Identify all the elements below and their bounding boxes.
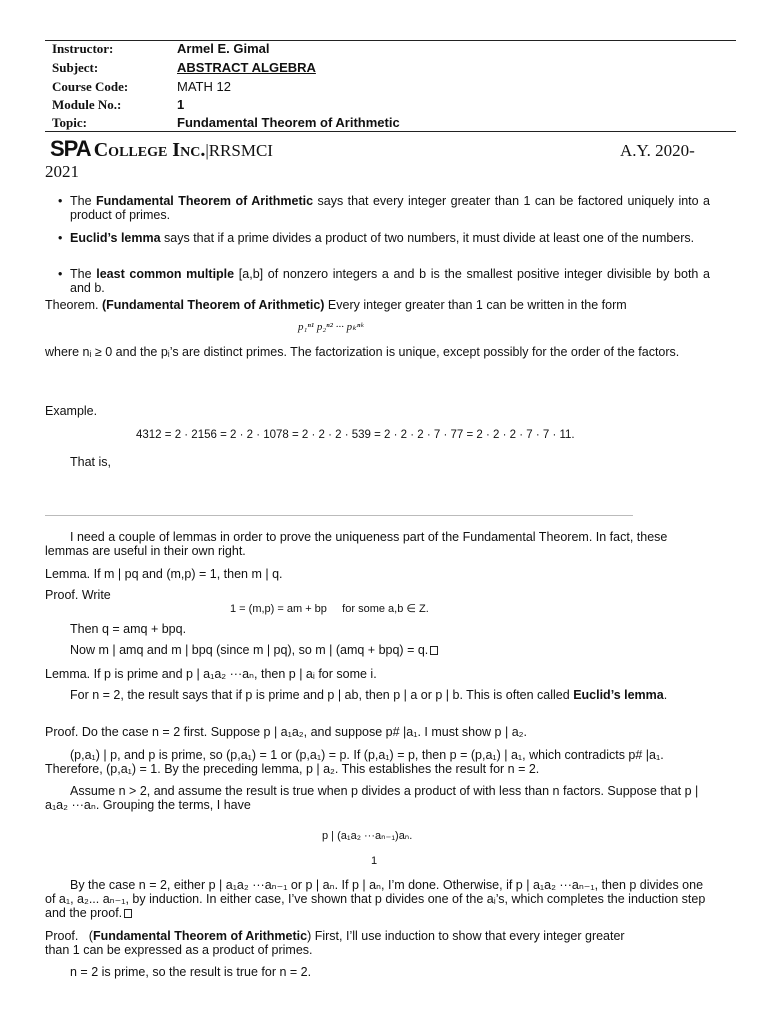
header-top-rule <box>45 40 736 41</box>
topic-label: Topic: <box>52 115 87 130</box>
instructor-value: Armel E. Gimal <box>177 41 270 56</box>
module-value: 1 <box>177 97 185 112</box>
bullet-bold: Fundamental Theorem of Arithmetic <box>96 194 314 208</box>
subject-label: Subject: <box>52 60 99 75</box>
course-code-label: Course Code: <box>52 79 129 94</box>
bycase-paragraph <box>45 878 710 920</box>
proof3-text: ) First, I’ll use induction to show that every integer greater than 1 can be expressed as a product of primes. <box>45 929 625 957</box>
header-bottom-rule <box>45 131 736 132</box>
gcd-equation: 1 = (m,p) = am + bp for some a,b ∈ Z. <box>230 603 429 615</box>
proof3-paragraph <box>45 929 645 957</box>
euclid-lemma-bold: Euclid’s lemma <box>573 688 664 702</box>
subject-value: ABSTRACT ALGEBRA <box>177 60 316 75</box>
bycase-text: By the case n = 2, either p | a₁a₂ ···aₙ₋₁ or p | aₙ. If p | aₙ, I’m done. Otherwise, if p | a₁a₂ ···aₙ₋₁, then p divides one of a₁, a₂... aₙ₋₁, by induction. In either case, I’ve shown that p divides one of the aᵢ’s, which completes the induction step and the proof. <box>45 878 706 920</box>
bullet-dot: • <box>58 267 63 281</box>
theorem-prefix: Theorem. <box>45 298 102 312</box>
bullet-lcm <box>70 267 710 295</box>
grouping-equation: p | (a₁a₂ ···aₙ₋₁)aₙ. <box>322 830 413 842</box>
qed-square-icon <box>430 646 438 655</box>
section-divider <box>45 515 633 516</box>
bullet-text: says that if a prime divides a product of two numbers, it must divide at least one of the numbers. <box>160 231 695 245</box>
bullet-bold: least common multiple <box>96 267 235 281</box>
theorem-name: (Fundamental Theorem of Arithmetic) <box>101 298 325 312</box>
then-q: Then q = amq + bpq. <box>70 622 187 636</box>
that-is: That is, <box>70 455 111 469</box>
academic-year: A.Y. 2020- <box>620 141 695 160</box>
topic-value: Fundamental Theorem of Arithmetic <box>177 115 400 130</box>
college-name: College Inc. <box>93 139 206 161</box>
lemma-intro-text: I need a couple of lemmas in order to prove the uniqueness part of the Fundamental Theorem. In fact, these lemmas are useful in their own right. <box>45 530 668 558</box>
proof-write: Proof. Write <box>45 588 111 602</box>
pa1-text: (p,a₁) | p, and p is prime, so (p,a₁) = 1 or (p,a₁) = p. If (p,a₁) = p, then p = (p,a₁) | a₁, which contradicts p# |a₁. Therefore, (p,a₁) = 1. By the preceding lemma, p | a₂. This establishes the result for n = 2. <box>45 748 664 776</box>
example-label: Example. <box>45 404 98 418</box>
example-equation: 4312 = 2 · 2156 = 2 · 2 · 1078 = 2 · 2 · 2 · 539 = 2 · 2 · 2 · 7 · 77 = 2 · 2 · 2 · 7 · 7 · 11. <box>136 429 575 441</box>
academic-year-end: 2021 <box>45 162 79 181</box>
proof3-bold: Fundamental Theorem of Arithmetic <box>92 929 308 943</box>
theorem-statement <box>45 298 735 312</box>
bullet-euclid-lemma <box>70 231 710 245</box>
course-code-value: MATH 12 <box>177 79 231 94</box>
n2-note <box>45 688 710 702</box>
bullet-text: says that every integer greater than 1 can be factored uniquely into a product of primes. <box>70 194 711 222</box>
bullet-fundamental-theorem <box>70 194 710 222</box>
bullet-text: [a,b] of nonzero integers a and b is the smallest positive integer divisible by both a and b. <box>70 267 711 295</box>
lemma1-statement: Lemma. If m | pq and (m,p) = 1, then m | q. <box>45 567 283 581</box>
instructor-label: Instructor: <box>52 41 114 56</box>
lemma-intro <box>45 530 710 558</box>
n2-period: . <box>663 688 668 702</box>
assume-paragraph <box>45 784 710 812</box>
college-spa-logo: SPA <box>50 136 91 161</box>
lemma2-statement: Lemma. If p is prime and p | a₁a₂ ···aₙ, then p | aᵢ for some i. <box>45 667 377 681</box>
bullet-bold: Euclid’s lemma <box>70 231 161 245</box>
prime-power-formula: p₁ⁿ¹ p₂ⁿ² ··· pₖⁿᵏ <box>298 321 364 333</box>
assume-text: Assume n > 2, and assume the result is true when p divides a product of with less than n factors. Suppose that p | a₁a₂ ···aₙ. Grouping the terms, I have <box>45 784 699 812</box>
qed-square-icon <box>124 909 132 918</box>
college-name-line <box>50 136 273 162</box>
now-text: Now m | amq and m | bpq (since m | pq), so m | (amq + bpq) = q. <box>70 643 429 657</box>
theorem-where: where nᵢ ≥ 0 and the pᵢ’s are distinct primes. The factorization is unique, except possibly for the order of the factors. <box>45 345 680 359</box>
college-suffix: |RRSMCI <box>205 141 273 160</box>
module-label: Module No.: <box>52 97 122 112</box>
bullet-text: The <box>70 194 96 208</box>
now-line <box>70 643 438 657</box>
n2-text: For n = 2, the result says that if p is prime and p | ab, then p | a or p | b. This is often called <box>70 688 574 702</box>
bullet-dot: • <box>58 231 63 245</box>
theorem-text: Every integer greater than 1 can be written in the form <box>324 298 627 312</box>
proof3-prefix: Proof. ( <box>45 929 93 943</box>
page-number: 1 <box>371 855 378 867</box>
proof-case: Proof. Do the case n = 2 first. Suppose p | a₁a₂, and suppose p# |a₁. I must show p | a₂. <box>45 725 527 739</box>
bullet-text: The <box>70 267 97 281</box>
pa1-paragraph <box>45 748 710 776</box>
bullet-dot: • <box>58 194 63 208</box>
n2-prime: n = 2 is prime, so the result is true for n = 2. <box>70 965 312 979</box>
